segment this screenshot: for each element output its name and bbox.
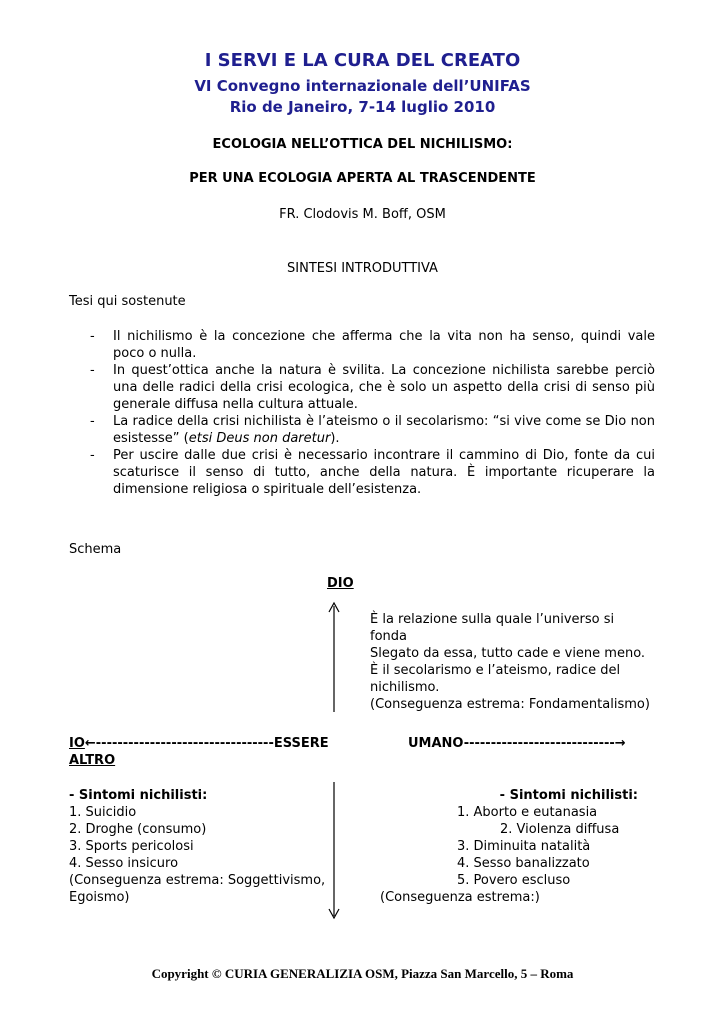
list-item: 4. Sesso banalizzato <box>457 856 590 871</box>
bullet-text: Per uscire dalle due crisi è necessario incontrare il cammino di Dio, fonte da cui scaturisce il senso di tutto, anche della natura. È importante ricuperare la dimensione religiosa o spirituale dell’esistenza. <box>113 448 655 497</box>
symptoms-left <box>69 787 325 906</box>
list-item: (Conseguenza estrema:) <box>380 890 540 905</box>
bullet-dash: - <box>90 414 95 429</box>
list-item: 1. Suicidio <box>69 805 137 820</box>
schema-label: Schema <box>69 542 122 557</box>
schema-altro: ALTRO <box>69 753 116 768</box>
bullet-text: La radice della crisi nichilista è l’ateismo o il secolarismo: “si vive come se Dio non esistesse” ( <box>113 414 655 446</box>
dio-desc-line: È il secolarismo e l’ateismo, radice del <box>370 663 621 678</box>
list-item: 4. Sesso insicuro <box>69 856 179 871</box>
list-item: 2. Violenza diffusa <box>500 822 620 837</box>
tesi-label: Tesi qui sostenute <box>69 294 186 309</box>
document-subtitle: VI Convegno internazionale dell’UNIFAS <box>194 77 531 95</box>
document-place-date: Rio de Janeiro, 7-14 luglio 2010 <box>229 98 496 116</box>
list-item <box>90 362 655 413</box>
schema-vertical-arrows <box>326 600 342 930</box>
list-item <box>90 447 655 498</box>
symptoms-left-title: - Sintomi nichilisti: <box>69 788 208 803</box>
bullet-text: Il nichilismo è la concezione che afferma che la vita non ha senso, quindi vale poco o nulla. <box>113 329 655 361</box>
heading-trascendente: PER UNA ECOLOGIA APERTA AL TRASCENDENTE <box>189 171 536 186</box>
list-item: 2. Droghe (consumo) <box>69 822 207 837</box>
bullet-dash: - <box>90 363 95 378</box>
dio-desc-line: È la relazione sulla quale l’universo si <box>370 612 615 627</box>
author: FR. Clodovis M. Boff, OSM <box>279 207 446 222</box>
footer-copyright: Copyright © CURIA GENERALIZIA OSM, Piazza San Marcello, 5 – Roma <box>151 966 574 981</box>
dio-desc-line: Slegato da essa, tutto cade e viene meno. <box>370 646 646 661</box>
list-item: (Conseguenza estrema: Soggettivismo, <box>69 873 326 888</box>
schema-io: IO <box>69 736 85 751</box>
schema-dio: DIO <box>327 576 354 591</box>
list-item <box>90 328 655 362</box>
symptoms-right-title: - Sintomi nichilisti: <box>499 788 638 803</box>
document-title: I SERVI E LA CURA DEL CREATO <box>204 50 521 71</box>
bullet-dash: - <box>90 448 95 463</box>
bullet-dash: - <box>90 329 95 344</box>
tesi-list <box>90 328 655 498</box>
dio-description <box>370 611 656 713</box>
bullet-text-end: ). <box>330 431 340 446</box>
list-item: 1. Aborto e eutanasia <box>457 805 598 820</box>
schema-umano: UMANO----------------------------→ <box>408 736 626 751</box>
list-item: 3. Diminuita natalità <box>457 839 591 854</box>
dio-desc-line: (Conseguenza estrema: Fondamentalismo) <box>370 697 650 712</box>
list-item: 5. Povero escluso <box>457 873 571 888</box>
symptoms-right <box>380 787 638 906</box>
schema-io-arrow: ←---------------------------------ESSERE <box>84 736 329 751</box>
list-item: Egoismo) <box>69 890 130 905</box>
dio-desc-line: nichilismo. <box>370 680 440 695</box>
bullet-text: In quest’ottica anche la natura è svilita. La concezione nichilista sarebbe perciò una delle radici della crisi ecologica, che è solo un aspetto della crisi di senso più generale diffusa nella cultura attuale. <box>113 363 655 412</box>
list-item: 3. Sports pericolosi <box>69 839 194 854</box>
schema-io-line <box>69 735 329 752</box>
list-item <box>90 413 655 447</box>
section-title: SINTESI INTRODUTTIVA <box>287 261 438 276</box>
heading-ecologia: ECOLOGIA NELL’OTTICA DEL NICHILISMO: <box>212 137 513 152</box>
dio-desc-line: fonda <box>370 629 407 644</box>
bullet-text-italic: etsi Deus non daretur <box>188 431 331 446</box>
